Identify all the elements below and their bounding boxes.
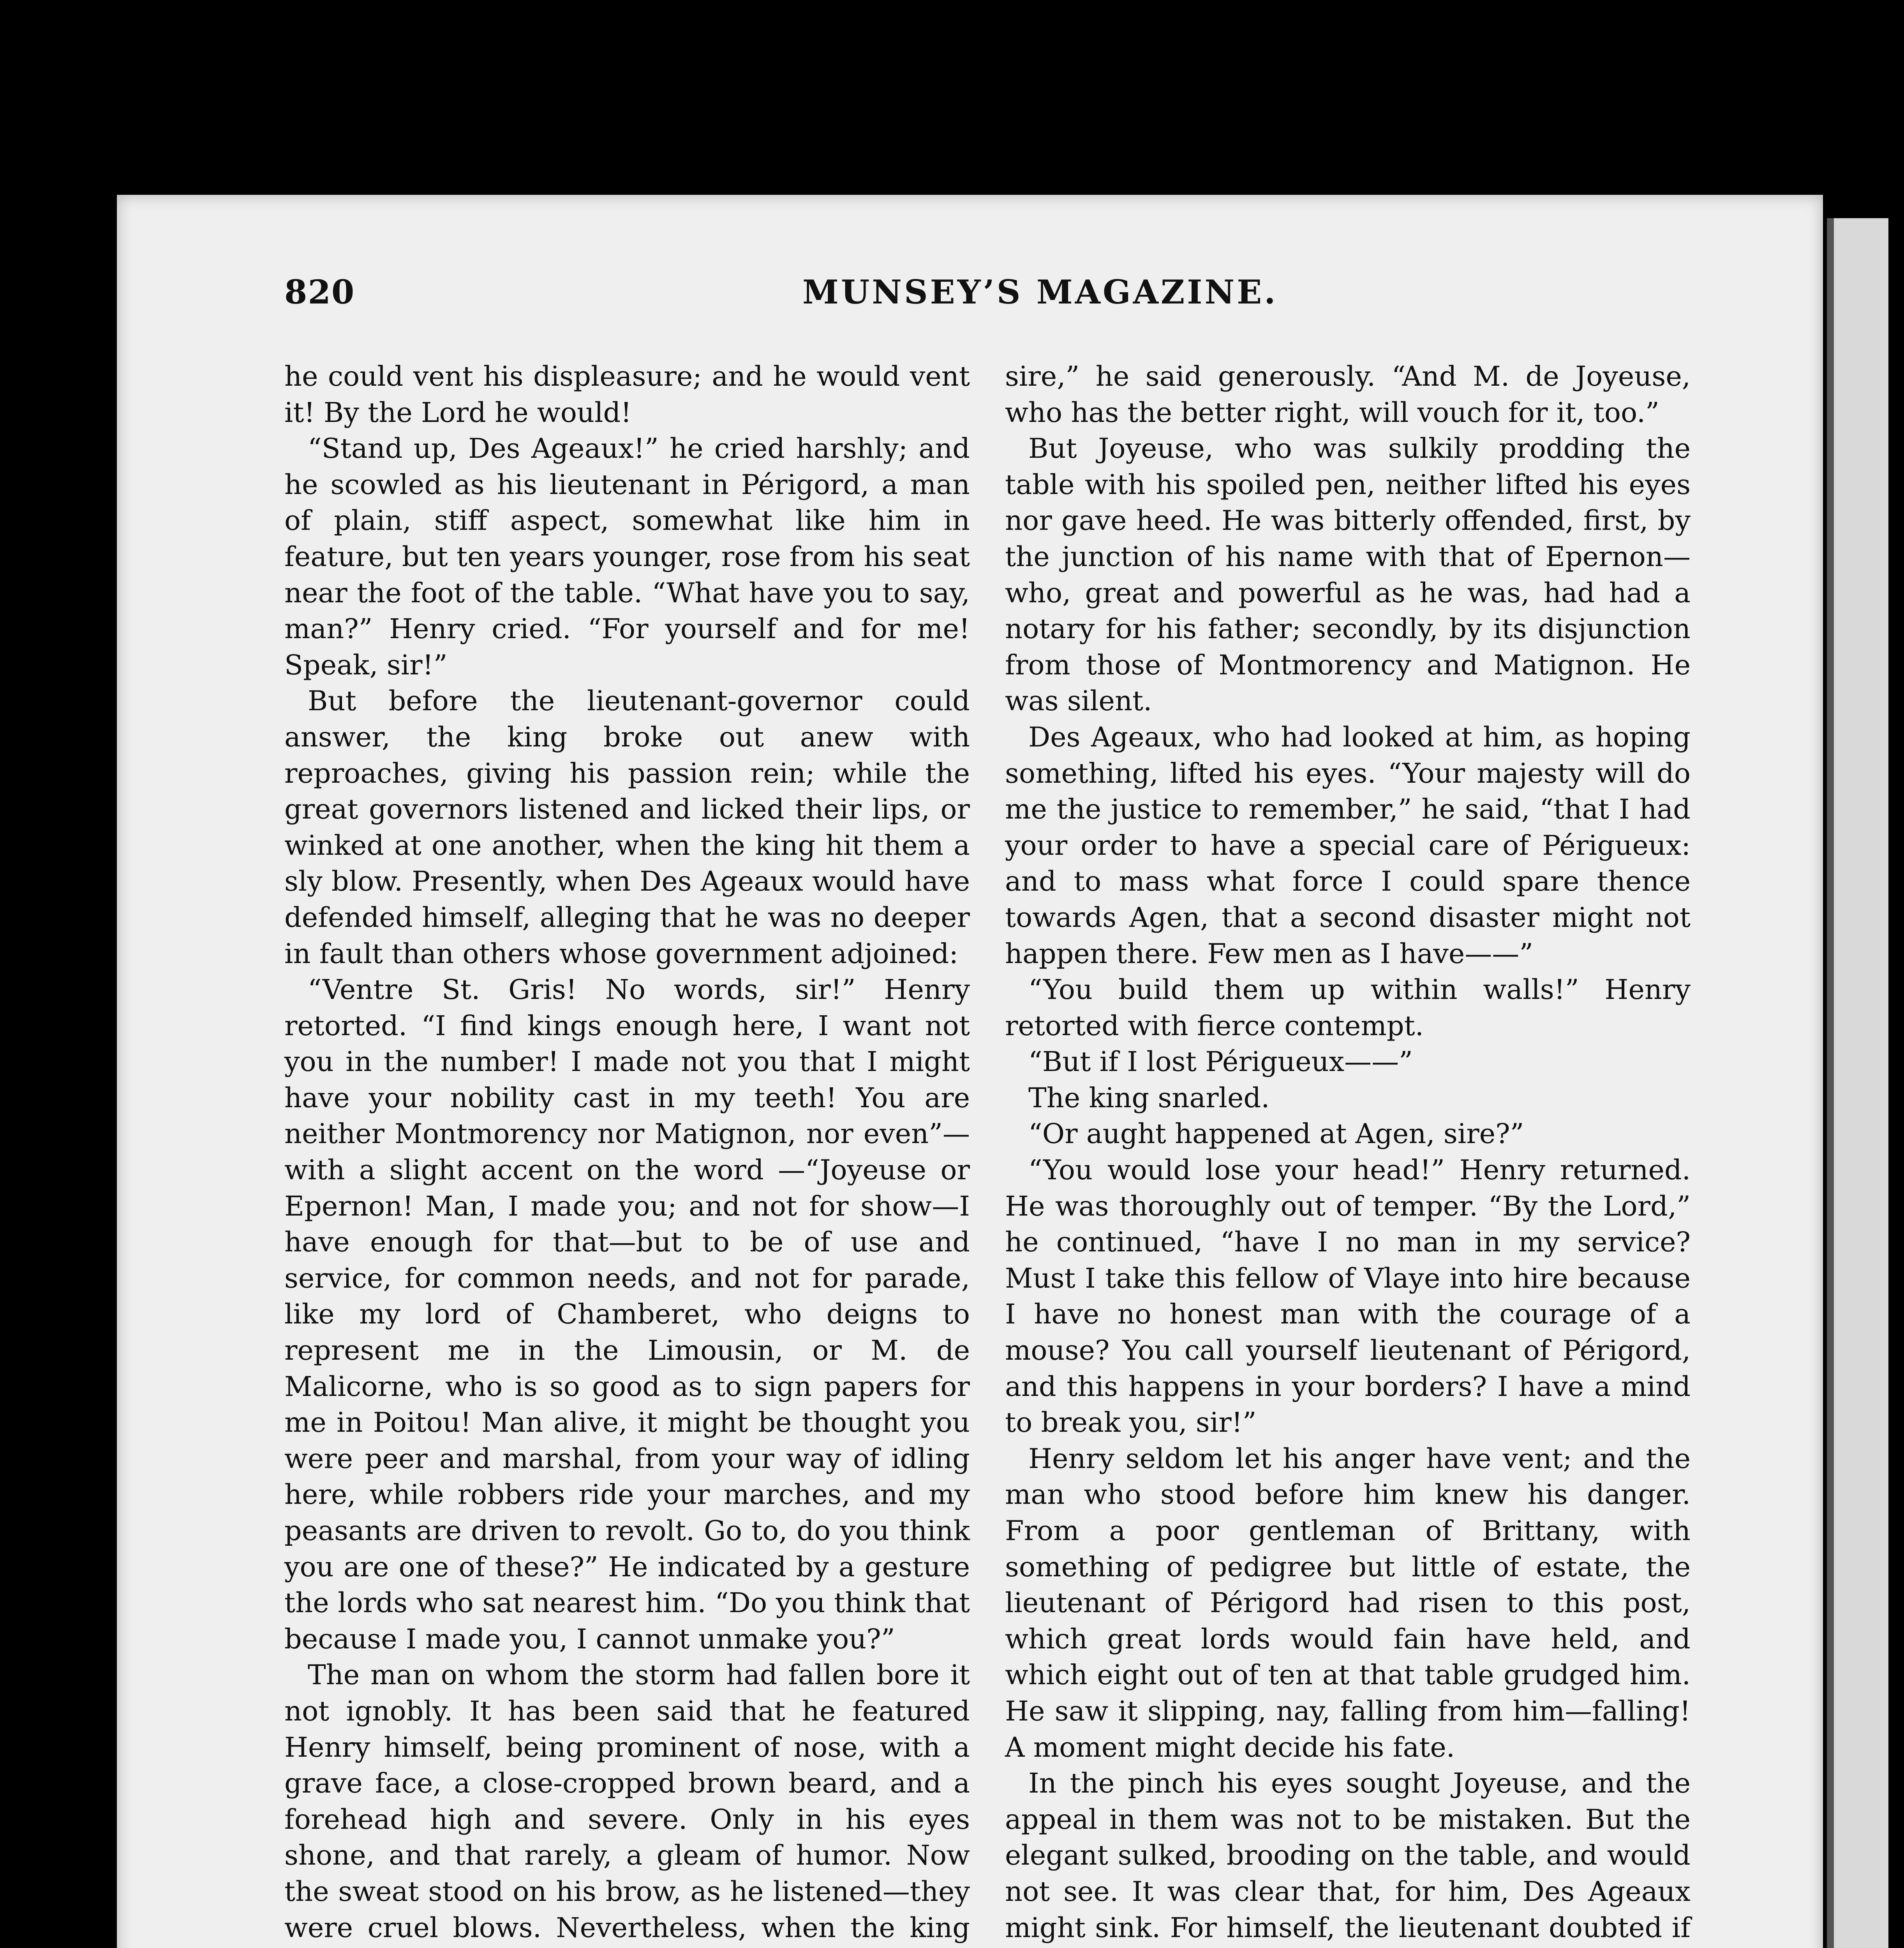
paragraph: he could vent his displeasure; and he would vent it! By the Lord he would!: [284, 360, 970, 429]
left-column: [284, 358, 970, 1948]
paragraph: “You build them up within walls!” Henry retorted with fierce contempt.: [1005, 974, 1691, 1042]
paragraph: “Ventre St. Gris! No words, sir!” Henry retorted. “I find kings enough here, I want not you in the number! I made not you that I might have your nobility cast in my teeth! You are neither Montmorency nor Matignon, nor even”—with a slight accent on the word —“Joyeuse or Epernon! Man, I made you; and not for show—I have enough for that—but to be of use and service, for common needs, and not for parade, like my lord of Chamberet, who deigns to represent me in the Limousin, or M. de Malicorne, who is so good as to sign papers for me in Poitou! Man alive, it might be thought you were peer and marshal, from your way of idling here, while robbers ride your marches, and my peasants are driven to revolt. Go to, do you think you are one of these?” He indicated by a gesture the lords who sat nearest him. “Do you think that because I made you, I cannot unmake you?”: [284, 974, 970, 1655]
paragraph: But before the lieutenant-governor could answer, the king broke out anew with reproaches, giving his passion rein; while the great governors listened and licked their lips, or winked at one another, when the king hit them a sly blow. Presently, when Des Ageaux would have defended himself, alleging that he was no deeper in fault than others whose government adjoined:: [284, 685, 970, 970]
paragraph: “Stand up, Des Ageaux!” he cried harshly; and he scowled as his lieutenant in Périgord, a man of plain, stiff aspect, somewhat like him in feature, but ten years younger, rose from his seat near the foot of the table. “What have you to say, man?” Henry cried. “For yourself and for me! Speak, sir!”: [284, 432, 970, 681]
page-number: 820: [284, 273, 355, 311]
paragraph: sire,” he said generously. “And M. de Joyeuse, who has the better right, will vouch for it, too.”: [1005, 360, 1691, 429]
running-head: MUNSEY’S MAGAZINE.: [802, 273, 1278, 311]
paragraph: But Joyeuse, who was sulkily prodding the table with his spoiled pen, neither lifted his eyes nor gave heed. He was bitterly offended, first, by the junction of his name with that of Epernon—who, great and powerful as he was, had had a notary for his father; secondly, by its disjunction from those of Montmorency and Matignon. He was silent.: [1005, 432, 1691, 717]
paragraph: The man on whom the storm had fallen bore it not ignobly. It has been said that he featured Henry himself, being prominent of nose, with a grave face, a close-cropped brown beard, and a forehead high and severe. Only in his eyes shone, and that rarely, a gleam of humor. Now the sweat stood on his brow, as he listened—they were cruel blows. Nevertheless, when the king: [284, 1659, 970, 1944]
page-header: [167, 273, 1726, 319]
paragraph: “Or aught happened at Agen, sire?”: [1028, 1118, 1524, 1150]
paragraph: “But if I lost Périgueux——”: [1028, 1046, 1413, 1078]
paragraph: In the pinch his eyes sought Joyeuse, and the appeal in them was not to be mistaken. But the elegant sulked, brooding on the table, and would not see. It was clear that, for him, Des Ageaux might sink. For himself, the lieutenant doubted if: [1005, 1767, 1691, 1944]
right-column: [1005, 358, 1691, 1948]
paragraph: Des Ageaux, who had looked at him, as hoping something, lifted his eyes. “Your majesty will do me the justice to remember,” he said, “that I had your order to have a special care of Périgueux: and to mass what force I could spare thence towards Agen, that a second disaster might not happen there. Few men as I have——”: [1005, 721, 1691, 970]
paragraph: Henry seldom let his anger have vent; and the man who stood before him knew his danger. From a poor gentleman of Brittany, with something of pedigree but little of estate, the lieutenant of Périgord had risen to this post, which great lords would fain have held, and which eight out of ten at that table grudged him. He saw it slipping, nay, falling from him—falling! A moment might decide his fate.: [1005, 1442, 1691, 1763]
paragraph: “You would lose your head!” Henry returned. He was thoroughly out of temper. “By the Lord,” he continued, “have I no man in my service? Must I take this fellow of Vlaye into hire because I have no honest man with the courage of a mouse? You call yourself lieutenant of Périgord, and this happens in your borders? I have a mind to break you, sir!”: [1005, 1154, 1691, 1439]
next-page-edge: [1827, 218, 1888, 1948]
paragraph: The king snarled.: [1028, 1082, 1270, 1114]
